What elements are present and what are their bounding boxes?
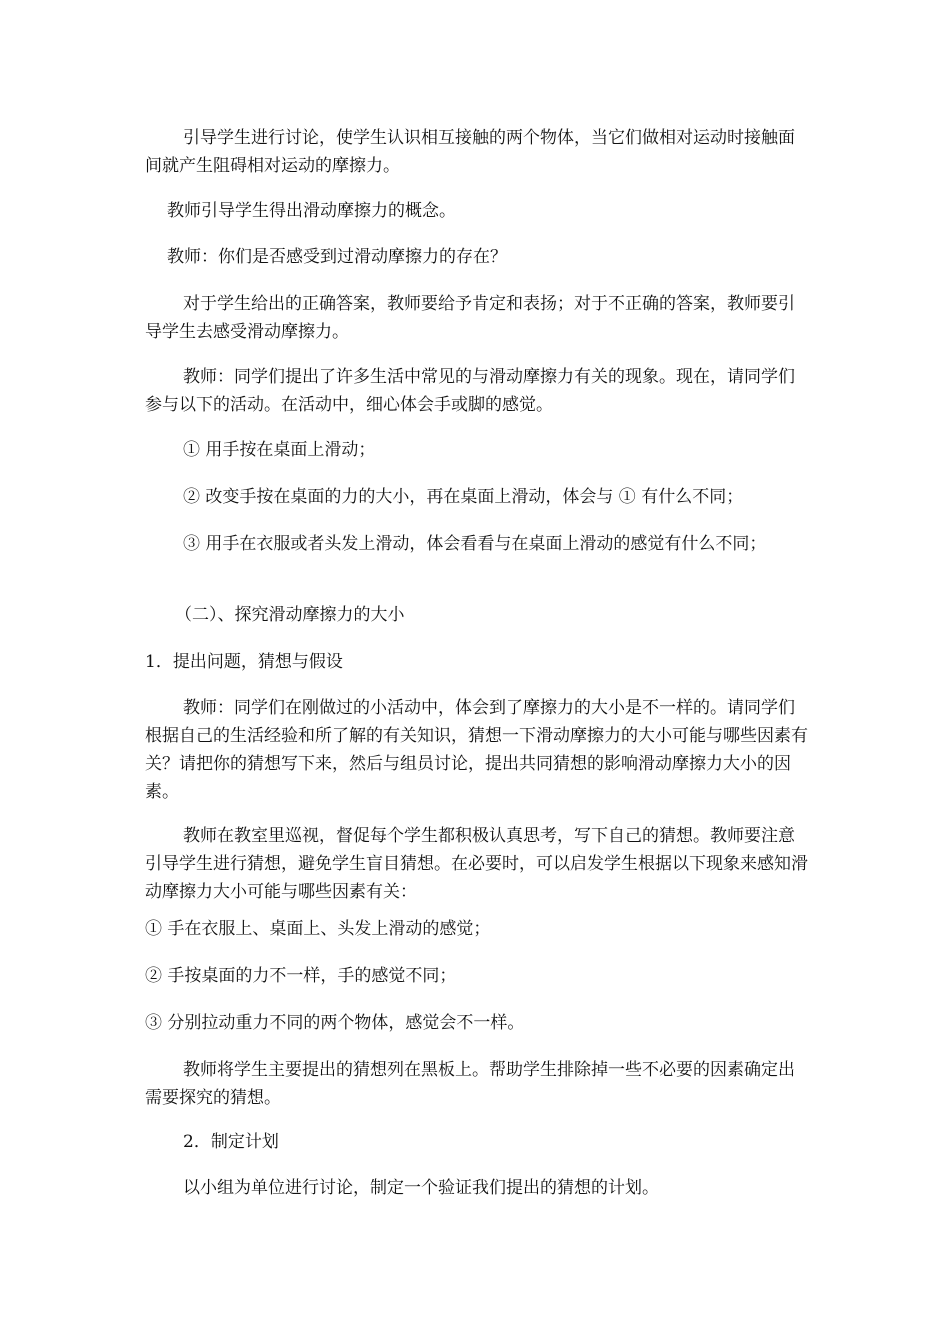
paragraph-discussion-intro: 引导学生进行讨论，使学生认识相互接触的两个物体，当它们做相对运动时接触面间就产生阻碍相对运动的摩擦力。 (145, 128, 795, 176)
paragraph-concept: 教师引导学生得出滑动摩擦力的概念。 (167, 201, 456, 221)
list-item-activity-1: ① 用手按在桌面上滑动； (183, 440, 376, 460)
paragraph-plan: 以小组为单位进行讨论，制定一个验证我们提出的猜想的计划。 (183, 1178, 659, 1198)
paragraph-question: 教师：你们是否感受到过滑动摩擦力的存在？ (167, 247, 507, 267)
list-item-activity-3: ③ 用手在衣服或者头发上滑动，体会看看与在桌面上滑动的感觉有什么不同； (183, 534, 767, 554)
list-item-activity-2: ② 改变手按在桌面的力的大小，再在桌面上滑动，体会与 ① 有什么不同； (183, 487, 744, 507)
paragraph-answers: 对于学生给出的正确答案，教师要给予肯定和表扬；对于不正确的答案，教师要引导学生去感受滑动摩擦力。 (145, 294, 795, 342)
paragraph-hypothesis: 教师：同学们在刚做过的小活动中，体会到了摩擦力的大小是不一样的。请同学们根据自己的生活经验和所了解的有关知识，猜想一下滑动摩擦力的大小可能与哪些因素有关？请把你的猜想写下来，然后与组员讨论，提出共同猜想的影响滑动摩擦力大小的因素。 (145, 698, 808, 802)
paragraph-blackboard: 教师将学生主要提出的猜想列在黑板上。帮助学生排除掉一些不必要的因素确定出需要探究的猜想。 (145, 1060, 795, 1108)
subheading-plan: 2．制定计划 (183, 1132, 279, 1152)
list-item-factor-1: ① 手在衣服上、桌面上、头发上滑动的感觉； (145, 919, 491, 939)
section-heading-2: （二）、探究滑动摩擦力的大小 (175, 605, 405, 625)
list-item-factor-2: ② 手按桌面的力不一样，手的感觉不同； (145, 966, 457, 986)
subheading-hypothesis: 1．提出问题，猜想与假设 (145, 652, 343, 672)
paragraph-activities: 教师：同学们提出了许多生活中常见的与滑动摩擦力有关的现象。现在，请同学们参与以下的活动。在活动中，细心体会手或脚的感觉。 (145, 367, 795, 415)
list-item-factor-3: ③ 分别拉动重力不同的两个物体，感觉会不一样。 (145, 1013, 525, 1033)
paragraph-guidance: 教师在教室里巡视，督促每个学生都积极认真思考，写下自己的猜想。教师要注意引导学生进行猜想，避免学生盲目猜想。在必要时，可以启发学生根据以下现象来感知滑动摩擦力大小可能与哪些因素有关： (145, 826, 808, 902)
